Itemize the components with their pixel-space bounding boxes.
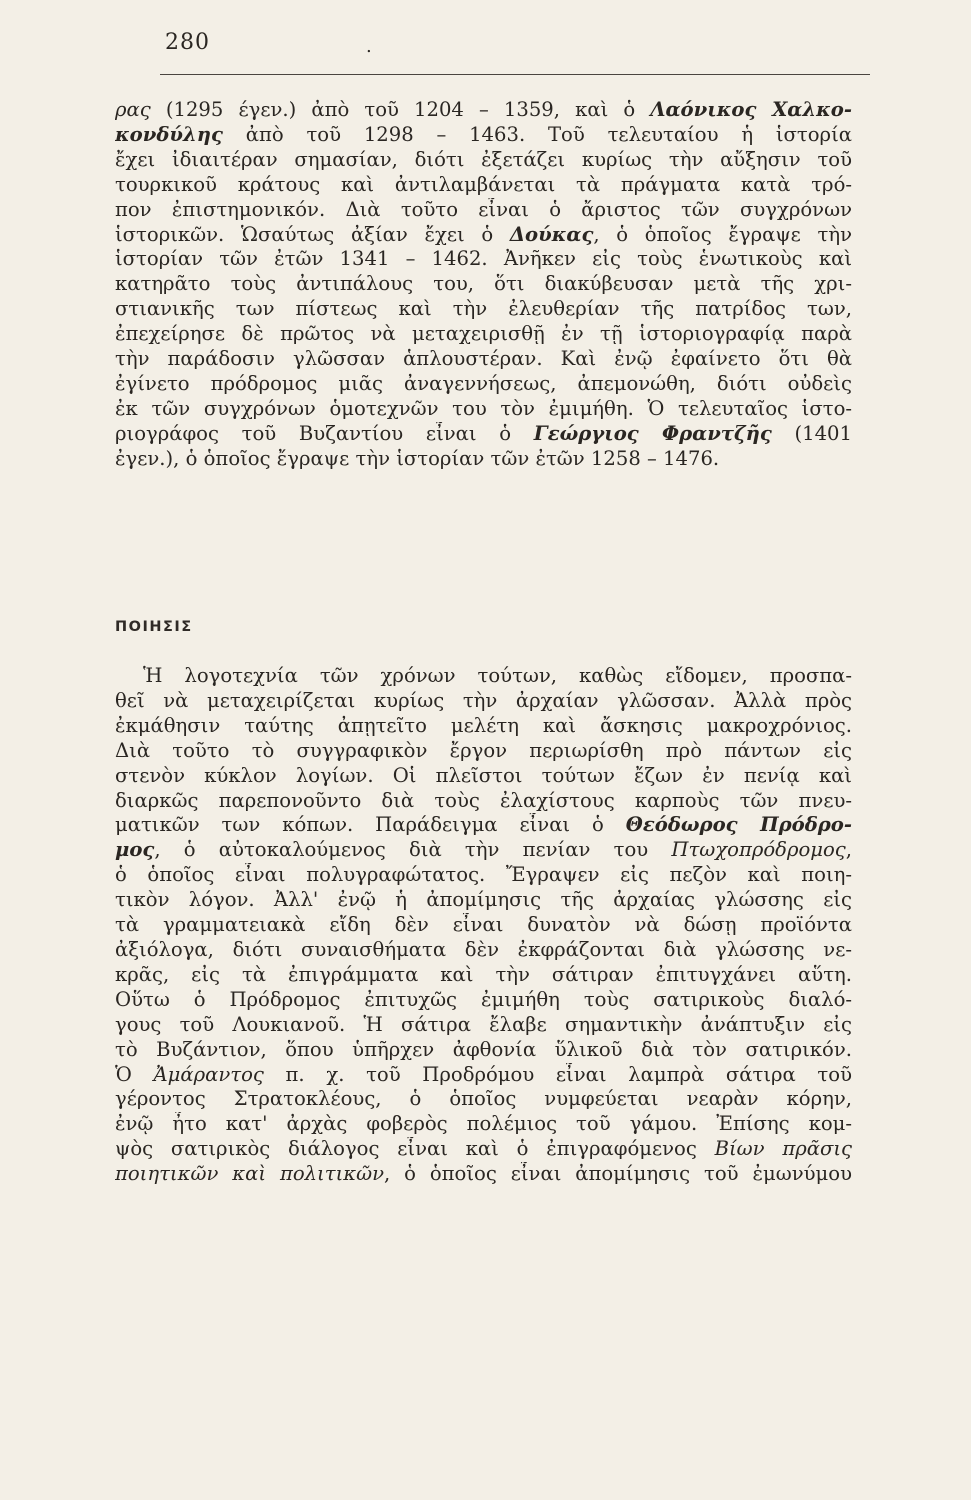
text-line (115, 297, 852, 322)
text-run: (1295 έγεν.) ἀπὸ τοῦ 1204 – 1359, καὶ ὁ (150, 98, 651, 121)
text-run: ματικῶν των κόπων. Παράδειγμα εἶναι ὁ (115, 813, 626, 837)
header-rule (160, 74, 870, 75)
text-line (115, 1038, 852, 1063)
text-line (115, 1162, 852, 1187)
section-heading-poetry: ΠΟΙΗΣΙΣ (115, 619, 193, 635)
text-run: ἐγίνετο πρόδρομος μιᾶς ἀναγεννήσεως, ἀπεμονώθη, διότι οὐδεὶς (115, 371, 852, 395)
text-line (115, 1087, 852, 1112)
text-run: ἱστορίαν τῶν ἐτῶν 1341 – 1462. Ἀνῆκεν εἰς τοὺς ἑνωτικοὺς καὶ (115, 247, 852, 271)
text-run: Ἡ λογοτεχνία τῶν χρόνων τούτων, καθὼς εἴδομεν, προσπα- (143, 664, 852, 687)
text-line (115, 863, 852, 888)
text-run: τὸ Βυζάντιον, ὅπου ὑπῆρχεν ἀφθονία ὕλικοῦ διὰ τὸν σατιρικόν. (115, 1037, 852, 1061)
emphasized-name: μος (115, 838, 155, 862)
text-run: ἐνῷ ἦτο κατ' ἀρχὰς φοβερὸς πολέμιος τοῦ γάμου. Ἐπίσης κομ- (115, 1112, 852, 1136)
text-run: ἔχει ἰδιαιτέραν σημασίαν, διότι ἐξετάζει κυρίως τὴν αὔξησιν τοῦ (115, 147, 852, 171)
emphasized-name: Ἀμάραντος (153, 1062, 264, 1086)
emphasized-name: ρας (115, 98, 151, 121)
text-line (115, 1137, 852, 1162)
text-run: ἀπὸ τοῦ 1298 – 1463. Τοῦ τελευταίου ἡ ἱστορία (222, 122, 852, 146)
text-run: ἐκμάθησιν ταύτης ἀπῃτεῖτο μελέτη καὶ ἄσκησις μακροχρόνιος. (115, 713, 852, 737)
text-line (115, 888, 852, 913)
text-line (115, 813, 852, 838)
text-run: τὰ γραμματειακὰ εἴδη δὲν εἶναι δυνατὸν νὰ δώσῃ προϊόντα (115, 913, 852, 937)
text-run: , ὁ ὁποῖος ἔγραψε τὴν (593, 222, 852, 246)
text-run: ἀξιόλογα, διότι συναισθήματα δὲν ἐκφράζονται διὰ γλώσσης νε- (115, 937, 852, 961)
emphasized-name: Θεόδωρος Πρόδρο- (625, 813, 852, 837)
text-line (115, 173, 852, 198)
text-run: , ὁ ὁποῖος εἶναι ἀπομίμησις τοῦ ἐμωνύμου (384, 1162, 852, 1186)
text-line (115, 739, 852, 764)
text-line (115, 689, 852, 714)
text-run: Οὕτω ὁ Πρόδρομος ἐπιτυχῶς ἐμιμήθη τοὺς σατιρικοὺς διαλό- (115, 987, 852, 1011)
text-run: θεῖ νὰ μεταχειρίζεται κυρίως τὴν ἀρχαίαν γλῶσσαν. Ἀλλὰ πρὸς (115, 688, 852, 712)
text-line (115, 422, 852, 447)
text-run: ψὸς σατιρικὸς διάλογος εἶναι καὶ ὁ ἐπιγραφόμενος (115, 1137, 715, 1161)
text-run: ὁ ὁποῖος εἶναι πολυγραφώτατος. Ἔγραψεν εἰς πεζὸν καὶ ποιη- (115, 863, 852, 887)
text-line (115, 123, 852, 148)
text-run: κρᾶς, εἰς τὰ ἐπιγράμματα καὶ τὴν σάτιραν ἐπιτυγχάνει αὕτη. (115, 962, 852, 986)
text-line (115, 223, 852, 248)
text-run: (1401 (771, 421, 852, 445)
text-line (115, 789, 852, 814)
text-line (115, 913, 852, 938)
text-run: στιανικῆς των πίστεως καὶ τὴν ἐλευθερίαν τῆς πατρίδος των, (115, 297, 852, 321)
text-run: ἐγεν.), ὁ ὁποῖος ἔγραψε τὴν ἱστορίαν τῶν ἐτῶν 1258 – 1476. (115, 446, 720, 470)
text-run: Ὁ (115, 1062, 154, 1086)
text-run: , ὁ αὐτοκαλούμενος διὰ τὴν πενίαν του (154, 838, 672, 862)
text-line (115, 1013, 852, 1038)
emphasized-name: Δούκας (509, 222, 594, 246)
paragraph-historians (115, 98, 852, 472)
text-line (115, 447, 852, 472)
text-run: γους τοῦ Λουκιανοῦ. Ἡ σάτιρα ἔλαβε σημαντικὴν ἀνάπτυξιν εἰς (115, 1012, 852, 1036)
text-run: στενὸν κύκλον λογίων. Οἱ πλεῖστοι τούτων ἔζων ἐν πενίᾳ καὶ (115, 763, 852, 787)
text-run: γέροντος Στρατοκλέους, ὁ ὁποῖος νυμφεύεται νεαρὰν κόρην, (115, 1087, 852, 1111)
text-run: τουρκικοῦ κράτους καὶ ἀντιλαμβάνεται τὰ πράγματα κατὰ τρό- (115, 172, 852, 196)
emphasized-name: Λαόνικος Χαλκο- (650, 98, 852, 121)
text-run: ἐκ τῶν συγχρόνων ὁμοτεχνῶν του τὸν ἐμιμήθη. Ὁ τελευταῖος ἱστο- (115, 396, 852, 420)
text-run: Διὰ τοῦτο τὸ συγγραφικὸν ἔργον περιωρίσθη πρὸ πάντων εἰς (115, 738, 852, 762)
text-run: τὴν παράδοσιν γλῶσσαν ἁπλουστέραν. Καὶ ἐνῷ ἐφαίνετο ὅτι θὰ (115, 347, 852, 371)
emphasized-name: Γεώργιος Φραντζῆς (533, 421, 772, 445)
text-run: ριογράφος τοῦ Βυζαντίου εἶναι ὁ (115, 421, 534, 445)
header-mark: . (366, 36, 372, 57)
emphasized-name: ποιητικῶν καὶ πολιτικῶν (115, 1162, 384, 1186)
page-number: 280 (165, 30, 210, 55)
text-line (115, 963, 852, 988)
text-line (115, 272, 852, 297)
text-line (115, 988, 852, 1013)
text-line (115, 714, 852, 739)
text-run: ἐπεχείρησε δὲ πρῶτος νὰ μεταχειρισθῇ ἐν τῇ ἱστοριογραφίᾳ παρὰ (115, 322, 852, 346)
text-run: , (845, 838, 852, 862)
text-line (115, 247, 852, 272)
text-line (115, 397, 852, 422)
text-line (115, 938, 852, 963)
text-line (115, 372, 852, 397)
text-line (115, 1063, 852, 1088)
text-run: διαρκῶς παρεπονοῦντο διὰ τοὺς ἐλαχίστους καρποὺς τῶν πνευ- (115, 788, 852, 812)
text-run: πον ἐπιστημονικόν. Διὰ τοῦτο εἶναι ὁ ἄριστος τῶν συγχρόνων (115, 197, 852, 221)
text-line (115, 764, 852, 789)
text-line (115, 838, 852, 863)
emphasized-name: Πτωχοπρόδρομος (671, 838, 846, 862)
text-line (115, 664, 852, 689)
text-run: κατηρᾶτο τοὺς ἀντιπάλους του, ὅτι διακύβευσαν μετὰ τῆς χρι- (115, 272, 852, 296)
emphasized-name: Βίων πρᾶσις (714, 1137, 852, 1161)
text-line (115, 322, 852, 347)
text-line (115, 347, 852, 372)
text-line (115, 148, 852, 173)
emphasized-name: κονδύλης (115, 122, 223, 146)
text-run: π. χ. τοῦ Προδρόμου εἶναι λαμπρὰ σάτιρα τοῦ (263, 1062, 852, 1086)
text-line (115, 1112, 852, 1137)
text-line (115, 198, 852, 223)
text-run: τικὸν λόγον. Ἀλλ' ἐνῷ ἡ ἀπομίμησις τῆς ἀρχαίας γλώσσης εἰς (115, 888, 852, 912)
text-line (115, 98, 852, 123)
text-run: ἱστορικῶν. Ὡσαύτως ἀξίαν ἔχει ὁ (115, 222, 510, 246)
paragraph-poetry (115, 664, 852, 1187)
